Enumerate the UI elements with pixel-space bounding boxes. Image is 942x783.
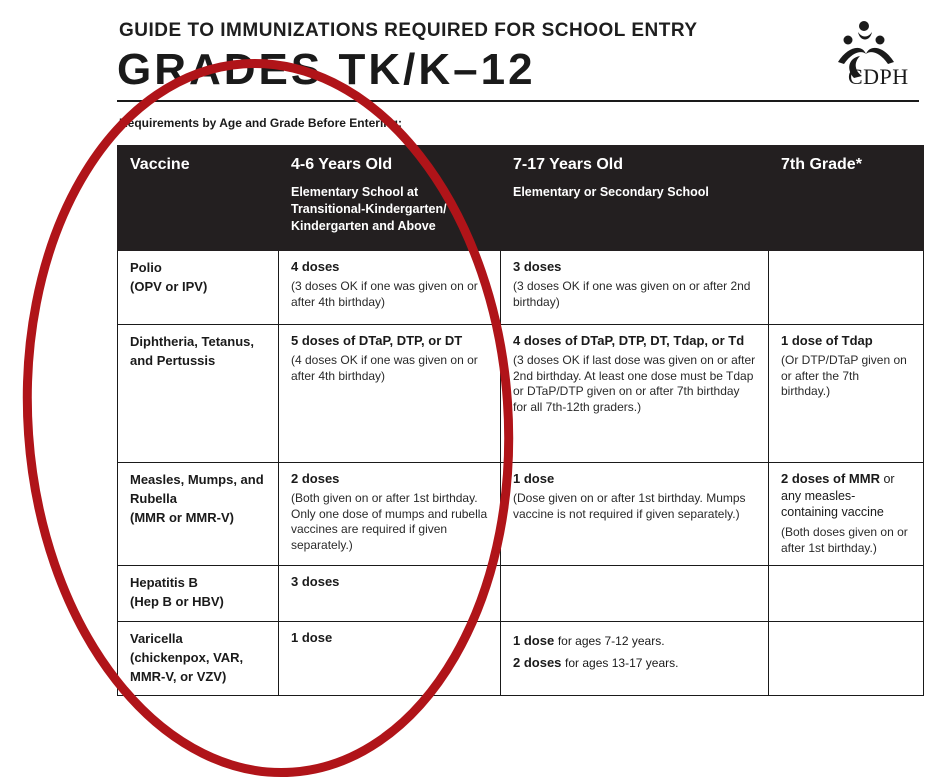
dose-text: 2 doses of MMR [781,471,880,486]
dose-text: 1 dose of Tdap [781,333,873,348]
col-header-title: 7-17 Years Old [513,156,623,173]
page-title: GRADES TK/K–12 [117,45,536,94]
dose-text: 3 doses [291,574,340,589]
vaccine-subname: (MMR or MMR-V) [130,509,234,525]
dose-note: (Dose given on or after 1st birthday. Mumps vaccine is not required if given separately.) [513,491,746,521]
dose-text: 5 doses of DTaP, DTP, or DT [291,333,463,348]
dose-note: for ages 13-17 years. [565,656,679,671]
dose-line-ages-7-12 [513,630,756,652]
vaccine-cell [118,566,279,622]
vaccine-name: Diphtheria, Tetanus, and Pertussis [130,334,254,368]
dose-text: 3 doses [513,259,562,274]
table-row-mmr [118,463,924,566]
requirement-cell-7-17 [501,325,769,463]
dose-note: for ages 7-12 years. [557,634,665,648]
requirement-cell-7th-grade [769,622,924,696]
col-header-vaccine [118,146,279,251]
dose-suffix: or any measles-containing vaccine [781,472,895,520]
vaccine-name: Measles, Mumps, and Rubella [130,472,264,506]
requirement-cell-4-6 [279,622,501,696]
vaccine-name: Polio [130,260,162,275]
requirement-cell-7th-grade [769,251,924,325]
requirement-cell-4-6 [279,566,501,622]
requirement-cell-7th-grade [769,463,924,566]
table-row-dtp [118,325,924,463]
col-header-4-6 [279,146,501,251]
header-kicker: GUIDE TO IMMUNIZATIONS REQUIRED FOR SCHOOL ENTRY [119,20,698,41]
col-header-title: 4-6 Years Old [291,156,393,173]
table-header-row [118,146,924,251]
dose-line-ages-13-17 [513,652,756,674]
dose-text: 1 dose [513,471,555,486]
col-header-title: 7th Grade* [781,156,862,173]
vaccine-name: Hepatitis B [130,575,198,590]
requirement-cell-7-17 [501,251,769,325]
vaccine-cell [118,325,279,463]
dose-text: 4 doses [291,259,340,274]
col-header-7th-grade [769,146,924,251]
dose-note: (4 doses OK if one was given on or after 4th birthday) [291,353,478,383]
vaccine-subname: (Hep B or HBV) [130,593,224,609]
dose-text: 1 dose [291,630,333,645]
col-header-title: Vaccine [130,156,190,173]
table-row-hepb [118,566,924,622]
logo-text: CDPH [848,64,909,89]
dose-note: (3 doses OK if one was given on or after 2nd birthday) [513,279,751,309]
dose-note: (Both doses given on or after 1st birthday.) [781,525,908,555]
vaccine-cell [118,463,279,566]
requirement-cell-7th-grade [769,325,924,463]
requirement-cell-4-6 [279,251,501,325]
col-header-subtitle: Elementary or Secondary School [513,185,709,199]
dose-note: (Both given on or after 1st birthday. Only one dose of mumps and rubella vaccines are required if given separately.) [291,491,488,552]
dose-note: (Or DTP/DTaP given on or after the 7th birthday.) [781,353,907,399]
vaccine-subname: (OPV or IPV) [130,278,208,294]
col-header-7-17 [501,146,769,251]
vaccine-subname: (chickenpox, VAR, MMR-V, or VZV) [130,649,244,684]
requirements-label: Requirements by Age and Grade Before Entering: [119,116,402,130]
immunization-table [117,145,924,696]
vaccine-cell [118,251,279,325]
dose-text: 2 doses [291,471,340,486]
dose-note: (3 doses OK if last dose was given on or after 2nd birthday. At least one dose must be Tdap or DTaP/DTP given on or after 7th birthday for all 7th-12th graders.) [513,353,756,414]
requirement-cell-7th-grade [769,566,924,622]
requirement-cell-4-6 [279,463,501,566]
requirement-cell-7-17 [501,463,769,566]
col-header-subtitle: Elementary School at Transitional-Kindergarten/ Kindergarten and Above [291,185,447,233]
requirement-cell-4-6 [279,325,501,463]
dose-text: 4 doses of DTaP, DTP, DT, Tdap, or Td [513,333,745,348]
table-row-polio [118,251,924,325]
header-rule [117,100,919,102]
requirement-cell-7-17 [501,622,769,696]
dose-note: (3 doses OK if one was given on or after 4th birthday) [291,279,478,309]
requirement-cell-7-17 [501,566,769,622]
vaccine-cell [118,622,279,696]
dose-text: 2 doses [513,655,562,671]
dose-text: 1 dose [513,633,555,648]
table-row-varicella [118,622,924,696]
vaccine-name: Varicella [130,631,183,646]
